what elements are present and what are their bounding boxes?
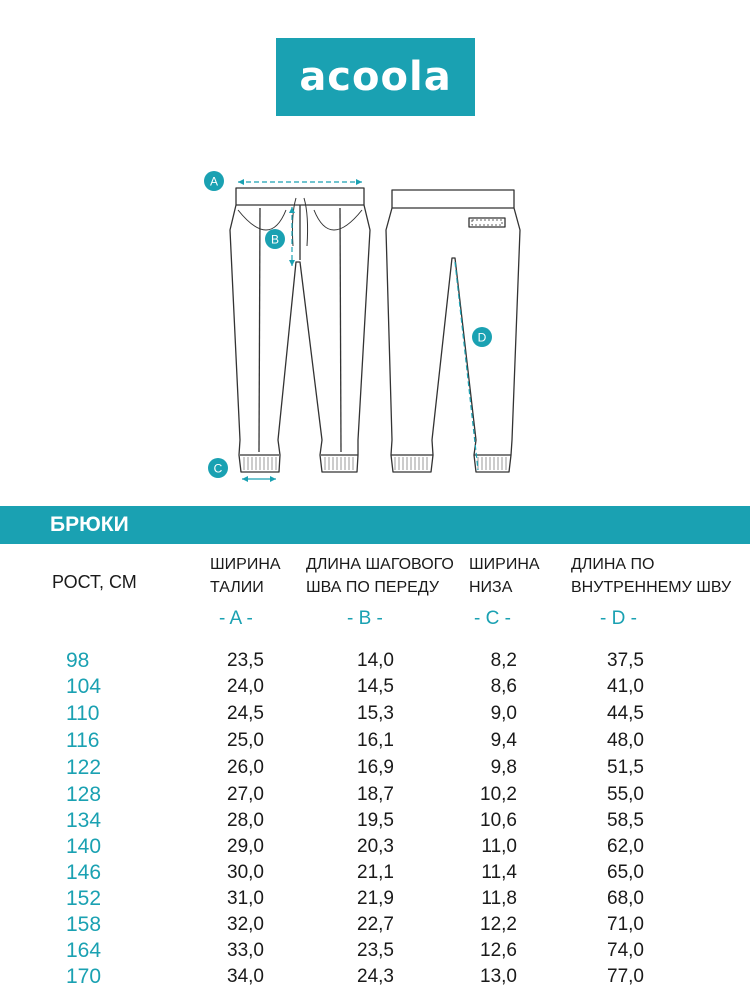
header-rise (306, 553, 454, 599)
height-cell: 158 (66, 913, 102, 936)
rise-cell: 24,3 (357, 966, 394, 987)
table-row (0, 755, 750, 781)
section-banner (0, 506, 750, 544)
header-inseam (571, 553, 731, 599)
header-hem-line2: НИЗА (469, 579, 513, 596)
rise-cell: 21,9 (357, 888, 394, 909)
rise-cell: 21,1 (357, 862, 394, 883)
hem-cell: 11,4 (481, 862, 517, 883)
table-row (0, 834, 750, 860)
rise-cell: 23,5 (357, 940, 394, 961)
header-height: РОСТ, СМ (52, 572, 137, 592)
inseam-cell: 65,0 (607, 862, 644, 883)
rise-cell: 19,5 (357, 810, 394, 831)
hem-cell: 8,2 (490, 650, 517, 671)
brand-logo-text: acoola (299, 54, 452, 100)
table-row (0, 886, 750, 912)
hem-cell: 9,0 (490, 703, 517, 724)
header-inseam-line1: ДЛИНА ПО (571, 556, 655, 573)
rise-cell: 16,9 (357, 757, 394, 778)
rise-cell: 18,7 (357, 784, 394, 805)
hem-cell: 11,8 (481, 888, 517, 909)
hem-cell: 13,0 (480, 966, 517, 987)
waist-cell: 24,0 (227, 676, 264, 697)
inseam-cell: 71,0 (607, 914, 644, 935)
table-row (0, 938, 750, 964)
table-row (0, 728, 750, 754)
waist-cell: 23,5 (227, 650, 264, 671)
inseam-cell: 55,0 (607, 784, 644, 805)
brand-logo (276, 38, 475, 116)
back-pants-outline (386, 190, 520, 472)
rise-cell: 16,1 (357, 730, 394, 751)
table-row (0, 701, 750, 727)
waist-cell: 25,0 (227, 730, 264, 751)
waist-cell: 32,0 (227, 914, 264, 935)
rise-cell: 14,5 (357, 676, 394, 697)
code-b: - B - (347, 608, 383, 629)
header-hem (469, 553, 540, 599)
hem-cell: 9,4 (490, 730, 517, 751)
inseam-cell: 44,5 (607, 703, 644, 724)
code-d: - D - (600, 608, 637, 629)
header-waist-line2: ТАЛИИ (210, 579, 264, 596)
waist-cell: 27,0 (227, 784, 264, 805)
inseam-cell: 48,0 (607, 730, 644, 751)
inseam-cell: 37,5 (607, 650, 644, 671)
waist-cell: 34,0 (227, 966, 264, 987)
waist-cell: 33,0 (227, 940, 264, 961)
rise-cell: 20,3 (357, 836, 394, 857)
header-inseam-line2: ВНУТРЕННЕМУ ШВУ (571, 579, 732, 596)
height-cell: 98 (66, 649, 90, 672)
header-rise-line1: ДЛИНА ШАГОВОГО (306, 556, 454, 573)
hem-cell: 12,6 (480, 940, 517, 961)
hem-cell: 11,0 (481, 836, 517, 857)
table-row (0, 782, 750, 808)
inseam-cell: 77,0 (607, 966, 644, 987)
rise-cell: 14,0 (357, 650, 394, 671)
height-cell: 170 (66, 965, 102, 988)
section-title: БРЮКИ (50, 513, 129, 536)
inseam-cell: 68,0 (607, 888, 644, 909)
header-waist-line1: ШИРИНА (210, 556, 281, 573)
table-row (0, 648, 750, 674)
waist-cell: 30,0 (227, 862, 264, 883)
height-cell: 128 (66, 783, 102, 806)
hem-cell: 10,6 (480, 810, 517, 831)
marker-c-label: C (213, 461, 223, 476)
marker-b-label: B (270, 232, 280, 247)
height-cell: 104 (66, 675, 102, 698)
waist-cell: 26,0 (227, 757, 264, 778)
table-row (0, 860, 750, 886)
marker-a-label: A (209, 174, 219, 189)
inseam-cell: 74,0 (607, 940, 644, 961)
inseam-cell: 41,0 (607, 676, 644, 697)
pants-sketch (0, 150, 750, 500)
height-cell: 152 (66, 887, 102, 910)
waist-cell: 28,0 (227, 810, 264, 831)
header-rise-line2: ШВА ПО ПЕРЕДУ (306, 579, 440, 596)
table-row (0, 808, 750, 834)
hem-cell: 12,2 (480, 914, 517, 935)
rise-cell: 15,3 (357, 703, 394, 724)
marker-d-label: D (477, 330, 487, 345)
hem-cell: 9,8 (490, 757, 517, 778)
height-cell: 122 (66, 756, 102, 779)
waist-cell: 31,0 (227, 888, 264, 909)
header-waist (210, 553, 281, 599)
inseam-cell: 58,5 (607, 810, 644, 831)
inseam-cell: 62,0 (607, 836, 644, 857)
table-row (0, 912, 750, 938)
hem-cell: 8,6 (490, 676, 517, 697)
height-cell: 164 (66, 939, 102, 962)
height-cell: 140 (66, 835, 102, 858)
rise-cell: 22,7 (357, 914, 394, 935)
hem-cell: 10,2 (480, 784, 517, 805)
code-c: - C - (474, 608, 511, 629)
inseam-cell: 51,5 (607, 757, 644, 778)
header-hem-line1: ШИРИНА (469, 556, 540, 573)
waist-cell: 24,5 (227, 703, 264, 724)
height-cell: 116 (66, 729, 100, 752)
table-row (0, 674, 750, 700)
table-row (0, 964, 750, 990)
height-cell: 110 (66, 702, 100, 725)
waist-cell: 29,0 (227, 836, 264, 857)
code-a: - A - (219, 608, 253, 629)
height-cell: 134 (66, 809, 102, 832)
height-cell: 146 (66, 861, 102, 884)
